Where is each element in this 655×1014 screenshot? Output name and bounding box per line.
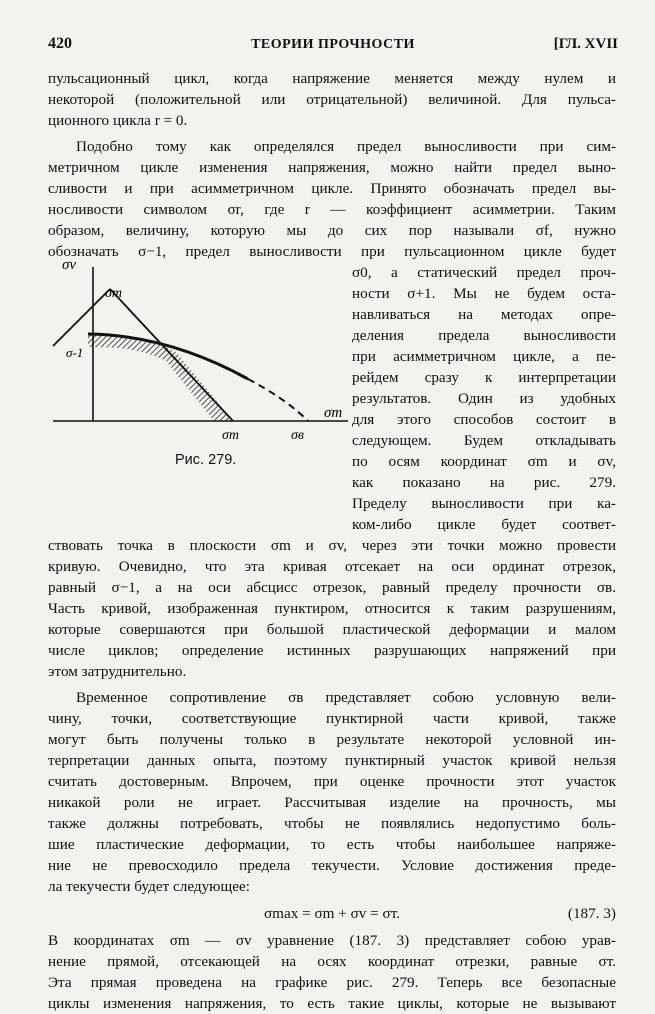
text-line: по осям координат σm и σv, [352,453,616,470]
figure-279 [48,247,348,477]
text-line: рейдем сразу к интерпретации [352,369,616,386]
running-title: ТЕОРИИ ПРОЧНОСТИ [251,37,415,52]
text-line: считать достоверным. Впрочем, при оценке прочности этот участок [48,773,616,790]
text-line: при асимметричном цикле, а пе- [352,348,616,365]
text-line: образом, величину, которую мы до сих пор называли σf, нужно [48,222,616,239]
text-line: Подобно тому как определялся предел выносливости при сим- [76,138,616,155]
text-line: σ0, а статический предел проч- [352,264,616,281]
text-line: как показано на рис. 279. [352,474,616,491]
text-line: Эта прямая проведена на графике рис. 279. Теперь все безопасные [48,974,616,991]
figure-caption: Рис. 279. [175,452,237,468]
text-line: могут быть получены только в результате некоторой условной ин- [48,731,616,748]
hatched-region [88,334,233,421]
text-line: ние не превосходило предела текучести. Условие достижения преде- [48,857,616,874]
text-line: навливаться на методах опре- [352,306,616,323]
text-line: Часть кривой, изображенная пунктиром, относится к таким разрушениям, [48,600,616,617]
text-line: никакой роли не играет. Рассчитывая изделие на прочность, мы [48,794,616,811]
text-line: равный σ−1, а на оси абсцисс отрезок, равный пределу прочности σв. [48,579,616,596]
label-sigma-t-axis: σт [222,428,240,443]
text-line: деления предела выносливости [352,327,616,344]
text-line: для этого способов состоит в [352,411,616,428]
label-sigma-b: σв [291,428,304,443]
text-line: ком-либо цикле будет соответ- [352,516,616,533]
text-line: числе циклов; определение истинных разрушающих напряжений при [48,642,616,659]
text-line: циклы изменения напряжения, то есть такие циклы, которые не вызывают [48,995,616,1012]
chapter-marker: [ГЛ. XVII [553,36,618,52]
text-line: носливости символом σr, где r — коэффициент асимметрии. Таким [48,201,616,218]
text-line: В координатах σm — σv уравнение (187. 3) представляет собою урав- [48,932,616,949]
label-sigma-t-top: σт [105,286,123,301]
text-line: нение прямой, отсекающей на осях координат отрезки, равные σт. [48,953,616,970]
fatigue-curve-dashed [248,379,308,421]
text-line: шие пластические деформации, то есть чтобы наибольшее напряже- [48,836,616,853]
text-line: Пределу выносливости при ка- [352,495,616,512]
stress-diagram [48,247,348,477]
page-number: 420 [48,35,72,52]
equation-number: (187. 3) [567,905,616,922]
equation-line [48,903,616,924]
text-line: пульсационный цикл, когда напряжение меняется между нулем и [48,70,616,87]
running-header [48,35,618,55]
text-line: результатов. Один из удобных [352,390,616,407]
text-line: метричном цикле изменения напряжения, можно найти предел выно- [48,159,616,176]
text-line: кривую. Очевидно, что эта кривая отсекает на оси ординат отрезок, [48,558,616,575]
text-line: ла текучести будет следующее: [48,878,250,895]
text-line: ности σ+1. Мы не будем оста- [352,285,616,302]
text-line: ствовать точка в плоскости σm и σv, через эти точки можно провести [48,537,616,554]
equation: σmax = σm + σv = σт. [263,905,401,922]
text-line: следующем. Будем откладывать [352,432,616,449]
text-line: обозначать σ−1, предел выносливости при пульсационном цикле будет [48,243,616,260]
label-sigma-minus1: σ-1 [66,345,84,360]
text-line: ционного цикла r = 0. [48,112,188,129]
text-line: которые совершаются при большой пластической деформации и малом [48,621,616,638]
text-line: этом затруднительно. [48,663,187,680]
text-line: также должны потребовать, чтобы не появлялись недопустимо боль- [48,815,616,832]
text-line: терпретации данных опыта, поэтому пунктирный участок кривой нельзя [48,752,616,769]
text-line: чину, точки, соответствующие пунктирной части кривой, также [48,710,616,727]
text-line: некоторой (положительной или отрицательной) величиной. Для пульса- [48,91,616,108]
text-line: сливости и при асимметричном цикле. Принято обозначать предел вы- [48,180,616,197]
label-sigma-v: σv [62,257,77,273]
text-line: Временное сопротивление σв представляет собою условную вели- [76,689,616,706]
label-sigma-m: σm [324,405,343,421]
